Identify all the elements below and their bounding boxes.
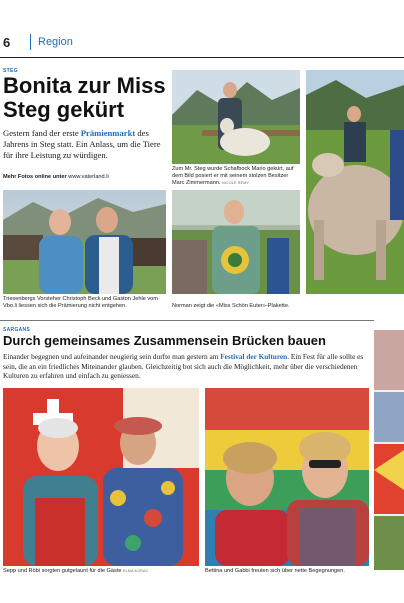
page-number: 6 xyxy=(3,35,11,50)
top-kicker: STEG xyxy=(3,68,18,74)
lead-text-2: des Jahrens in Steg statt. Ein Anlass, um die Tiere für ihre Leistung zu würdigen. xyxy=(3,128,161,160)
more-photos xyxy=(3,174,109,180)
bottom-kicker: SARGANS xyxy=(3,327,31,333)
plaque-caption: Norman zeigt die «Miss Schön Euter»-Plakette. xyxy=(172,303,290,309)
women-photo xyxy=(205,388,369,566)
bottom-lead xyxy=(3,352,369,381)
photo-credit: NICOLE REMY xyxy=(222,181,250,185)
cow-photo xyxy=(306,70,404,294)
bottom-headline: Durch gemeinsames Zusammensein Brücken bauen xyxy=(3,333,326,348)
lead-highlight[interactable]: Prämienmarkt xyxy=(80,128,136,138)
headline-line-2: Steg gekürt xyxy=(3,97,125,122)
top-lead xyxy=(3,128,166,161)
men-photo-credit: ELMA KORAC xyxy=(123,569,149,573)
goat-caption-text: Zum Mr. Steg wurde Schafbock Mario gekürt, auf dem Bild posiert er mit seinem stolzen Besitzer Marc Zimmermann. xyxy=(172,166,294,186)
bottom-lead-2: . Ein Fest für alle sollte es sein, die an ein friedliches Miteinander glauben. Gleichzeitig bot sich auch die Möglichkeit, mehr über die verschiedenen Kulturen zu erfahren und einfach zu geniessen. xyxy=(3,352,364,380)
goat-photo xyxy=(172,70,300,164)
women-caption: Bettina und Gabbi freuten sich über nette Begegnungen. xyxy=(205,568,345,574)
bottom-lead-highlight[interactable]: Festival der Kulturen xyxy=(220,352,288,361)
men-photo xyxy=(3,388,199,566)
side-strip-photo xyxy=(374,330,404,570)
more-photos-label: Mehr Fotos online unter xyxy=(3,174,67,180)
bottom-lead-1: Einander begegnen und aufeinander neugierig sein durfte man gestern am xyxy=(3,352,221,361)
header-divider xyxy=(30,34,31,50)
top-headline xyxy=(3,74,166,122)
article-divider xyxy=(0,320,374,321)
section-title: Region xyxy=(38,36,73,48)
men-caption-text: Sepp und Röbi sorgten gutgelaunt für die Gäste xyxy=(3,568,122,574)
header-rule xyxy=(0,57,404,58)
more-photos-link[interactable]: www.vaterland.li xyxy=(68,174,109,180)
lead-text-1: Gestern fand der erste xyxy=(3,128,81,138)
farmers-caption: Triesenbergs Vorsteher Christoph Beck und Gaston Jehle vom Vbo.li liessen sich die Prämierung nicht entgehen. xyxy=(3,296,158,309)
goat-caption xyxy=(172,166,300,187)
plaque-photo xyxy=(172,190,300,294)
men-caption xyxy=(3,568,199,575)
headline-line-1: Bonita zur Miss xyxy=(3,73,166,98)
farmers-photo xyxy=(3,190,166,294)
